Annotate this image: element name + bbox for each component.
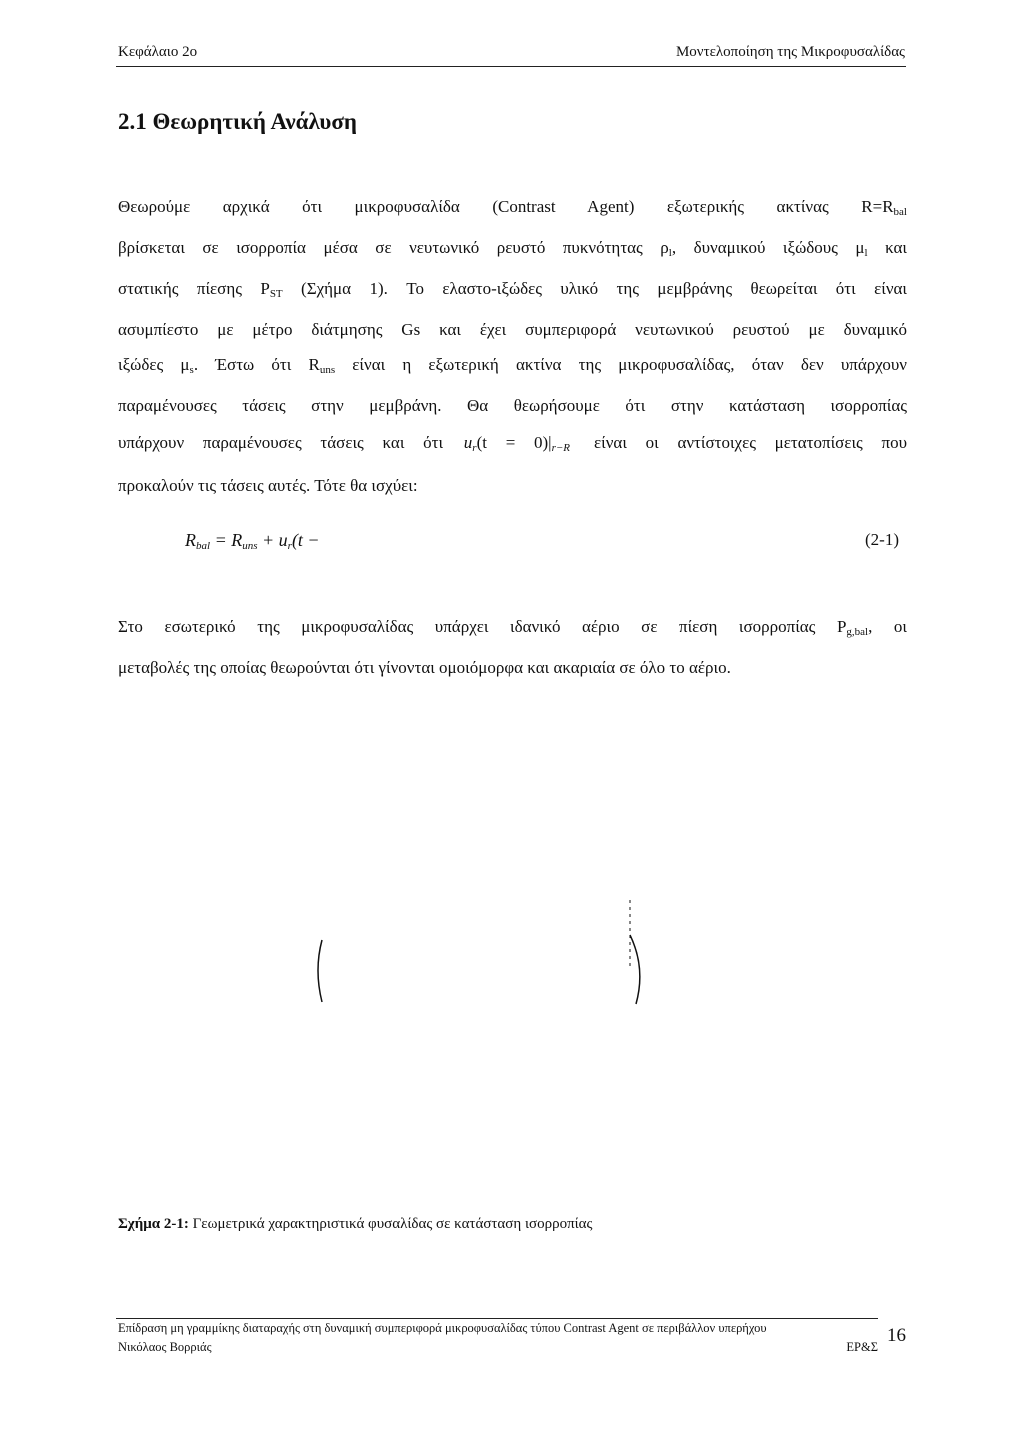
text-run: (Σχήμα 1). Το ελαστο-ιξώδες υλικό της μεμβράνης θεωρείται ότι είναι	[282, 279, 907, 298]
subscript: bal	[196, 540, 211, 552]
math-expression: (t = 0)|	[476, 433, 552, 452]
text-run: είναι οι αντίστοιχες μετατοπίσεις που	[594, 433, 908, 452]
equation-number: (2-1)	[865, 530, 899, 549]
text-run: Θεωρούμε αρχικά ότι μικροφυσαλίδα (Contrast Agent) εξωτερικής ακτίνας R=R	[118, 197, 894, 216]
running-header-title: Μοντελοποίηση της Μικροφυσαλίδας	[675, 44, 905, 60]
text-run: . Έστω ότι R	[193, 355, 320, 374]
subscript: uns	[242, 540, 258, 552]
subscript: s	[189, 364, 194, 376]
subscript: r	[287, 540, 292, 552]
paragraph-1-line-5	[118, 347, 907, 388]
figure-right-arc	[630, 935, 640, 1004]
text-run: ιξώδες μ	[118, 355, 190, 374]
paragraph-2-line-1	[118, 609, 907, 650]
footer-thesis-title: Επίδραση μη γραμμίκης διαταραχής στη δυναμική συμπεριφορά μικροφυσαλίδας τύπου Contrast Agent σε περιβάλλον υπερήχου	[118, 1321, 767, 1335]
subscript: uns	[319, 364, 336, 376]
subscript: g,bal	[846, 626, 869, 638]
math-symbol: R	[185, 530, 196, 550]
footer-department: ΕΡ&Σ	[846, 1340, 878, 1354]
paragraph-1-line-6: παραμένουσες τάσεις στην μεμβράνη. Θα θεωρήσουμε ότι στην κατάσταση ισορροπίας	[118, 396, 907, 415]
section-title: 2.1 Θεωρητική Ανάλυση	[118, 109, 357, 134]
equation-2-1	[185, 530, 320, 552]
math-expression: + u	[257, 530, 288, 550]
paragraph-1-line-1	[118, 189, 907, 230]
paragraph-1-line-4: ασυμπίεστο με μέτρο διάτμησης Gs και έχει συμπεριφορά νευτωνικού ρευστού με δυναμικό	[118, 320, 907, 339]
paragraph-1-line-3	[118, 271, 907, 312]
paragraph-1-line-8: προκαλούν τις τάσεις αυτές. Τότε θα ισχύει:	[118, 476, 418, 495]
paragraph-2-line-2: μεταβολές της οποίας θεωρούνται ότι γίνονται ομοιόμορφα και ακαριαία σε όλο το αέριο.	[118, 658, 731, 677]
math-expression: = R	[210, 530, 243, 550]
subscript: ST	[269, 288, 283, 300]
paragraph-1-line-2	[118, 230, 907, 271]
subscript: l	[668, 247, 672, 259]
footer-author: Νικόλαος Βορριάς	[118, 1340, 212, 1354]
text-run: , δυναμικού ιξώδους μ	[671, 238, 865, 257]
text-run: Στο εσωτερικό της μικροφυσαλίδας υπάρχει ιδανικό αέριο σε πίεση ισορροπίας P	[118, 617, 847, 636]
header-rule	[116, 66, 906, 67]
text-run: , οι	[868, 617, 908, 636]
text-run: βρίσκεται σε ισορροπία μέσα σε νευτωνικό ρευστό πυκνότητας ρ	[118, 238, 669, 257]
subscript: r	[472, 442, 477, 454]
running-header-chapter: Κεφάλαιο 2ο	[118, 44, 198, 60]
subscript: r−R	[551, 442, 571, 454]
subscript: l	[864, 247, 868, 259]
page-number: 16	[887, 1325, 906, 1346]
caption-text: Γεωμετρικά χαρακτηριστικά φυσαλίδας σε κατάσταση ισορροπίας	[188, 1216, 593, 1232]
figure-left-arc	[318, 940, 322, 1002]
subscript: bal	[893, 206, 907, 218]
paragraph-1-line-7	[118, 425, 907, 466]
text-run: υπάρχουν παραμένουσες τάσεις και ότι	[118, 433, 444, 452]
footer-rule	[116, 1318, 878, 1319]
caption-label: Σχήμα 2-1:	[118, 1216, 189, 1232]
text-run: είναι η εξωτερική ακτίνα της μικροφυσαλίδας, όταν δεν υπάρχουν	[335, 355, 907, 374]
paragraph-2	[118, 609, 907, 685]
bubble-figure	[300, 880, 680, 1020]
math-expression: (t −	[291, 530, 320, 550]
inline-equation	[464, 433, 570, 452]
text-run: και	[867, 238, 907, 257]
text-run: στατικής πίεσης P	[118, 279, 270, 298]
figure-caption	[118, 1216, 592, 1233]
paragraph-1	[118, 189, 907, 503]
math-symbol: u	[463, 433, 473, 452]
